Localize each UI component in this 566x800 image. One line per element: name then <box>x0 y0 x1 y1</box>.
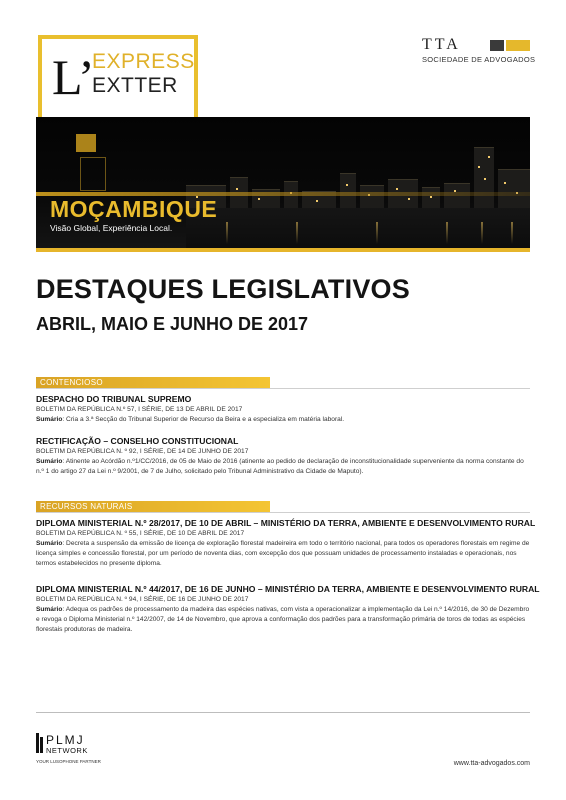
plmj-tagline: YOUR LUSOPHONE PARTNER <box>36 759 101 764</box>
entry-summary <box>36 605 531 635</box>
section-divider <box>36 388 530 389</box>
plmj-mark <box>40 737 43 753</box>
entry-title: DESPACHO DO TRIBUNAL SUPREMO <box>36 394 192 404</box>
summary-label: Sumário <box>36 540 63 547</box>
summary-label: Sumário <box>36 416 63 423</box>
summary-text: : Decreta a suspensão da emissão de licença de exploração florestal madeireira em todo o território nacional, para todos os operadores florestais em regime de licença simples e concessão florestal, por um período de noventa dias, com excepção dos que possuam unidades de processamento instaladas e operacionais, nos termos estabelecidos no presente diploma. <box>36 540 530 567</box>
section-divider <box>36 512 530 513</box>
page-subtitle: ABRIL, MAIO E JUNHO DE 2017 <box>36 314 309 334</box>
entry-summary <box>36 457 531 477</box>
plmj-network-label: NETWORK <box>46 746 88 755</box>
entry-summary <box>36 539 531 569</box>
tta-logo[interactable] <box>422 36 534 66</box>
entry-bulletin: BOLETIM DA REPÚBLICA N. º 94, I SÉRIE, DE 16 DE JUNHO DE 2017 <box>36 596 249 603</box>
banner-outline-square <box>80 157 106 191</box>
plmj-network-logo[interactable] <box>36 733 106 773</box>
banner-tagline: Visão Global, Experiência Local. <box>50 223 173 233</box>
plmj-name: PLMJ <box>46 733 85 747</box>
banner-title: MOÇAMBIQUE <box>50 196 218 222</box>
logo-l-mark: L’ <box>52 49 95 105</box>
banner-bottom-bar <box>36 248 530 252</box>
plmj-mark <box>36 733 39 753</box>
city-skyline <box>186 138 530 208</box>
banner-image <box>36 117 530 250</box>
tta-dark-block <box>490 40 504 51</box>
entry-bulletin: BOLETIM DA REPÚBLICA N. º 92, I SÉRIE, DE 14 DE JUNHO DE 2017 <box>36 448 249 455</box>
water-reflection <box>186 208 530 250</box>
entry-title: DIPLOMA MINISTERIAL N.º 28/2017, DE 10 DE ABRIL – MINISTÉRIO DA TERRA, AMBIENTE E DESENVOLVIMENTO RURAL <box>36 518 536 528</box>
footer-divider <box>36 712 530 713</box>
entry-bulletin: BOLETIM DA REPÚBLICA N. º 55, I SÉRIE, DE 10 DE ABRIL DE 2017 <box>36 530 245 537</box>
entry-summary <box>36 415 531 425</box>
legislation-entry <box>36 436 531 477</box>
summary-text: : Adequa os padrões de processamento da madeira das espécies nativas, com vista a operacionalizar a implementação da Lei n.º 14/2016, de 30 de Dezembro e revoga o Diploma Ministerial n.º 142/2007, de 14 de Novembro, que aprova a conformação dos padrões para a transformação primária de toros de todas as espécies florestais produtoras de madeira. <box>36 606 530 633</box>
entry-bulletin: BOLETIM DA REPÚBLICA N.º 57, I SÉRIE, DE 13 DE ABRIL DE 2017 <box>36 406 243 413</box>
tta-gold-block <box>506 40 530 51</box>
logo-express-text: EXPRESS <box>92 50 195 73</box>
summary-text: : Atinente ao Acórdão n.º1/CC/2016, de 05 de Maio de 2016 (atinente ao pedido de declaração de inconstitucionalidade superveniente da norma constante do n.º 1 do artigo 27 da Lei n.º 9/2001, de 7 de Julho, solicitado pelo Tribunal Administrativo da Cidade de Maputo). <box>36 458 524 475</box>
legislation-entry <box>36 518 536 569</box>
summary-text: : Cria a 3.ª Secção do Tribunal Superior de Recurso da Beira e a especializa em matéria laboral. <box>62 416 345 423</box>
summary-label: Sumário <box>36 606 63 613</box>
summary-label: Sumário <box>36 458 63 465</box>
page-title: DESTAQUES LEGISLATIVOS <box>36 274 410 304</box>
entry-title: RECTIFICAÇÃO – CONSELHO CONSTITUCIONAL <box>36 436 239 446</box>
banner-gold-square <box>76 134 96 152</box>
tta-subtitle: SOCIEDADE DE ADVOGADOS <box>422 55 536 64</box>
website-link[interactable]: www.tta-advogados.com <box>453 760 530 767</box>
section-label-contencioso: CONTENCIOSO <box>40 378 103 387</box>
entry-title: DIPLOMA MINISTERIAL N.º 44/2017, DE 16 DE JUNHO – MINISTÉRIO DA TERRA, AMBIENTE E DESENVOLVIMENTO RURAL <box>36 584 540 594</box>
legislation-entry <box>36 584 540 635</box>
logo-exxter-text: EXTTER <box>92 74 178 97</box>
tta-logo-text: TTA <box>422 36 461 53</box>
legislation-entry <box>36 394 531 425</box>
section-label-recursos-naturais: RECURSOS NATURAIS <box>40 502 133 511</box>
